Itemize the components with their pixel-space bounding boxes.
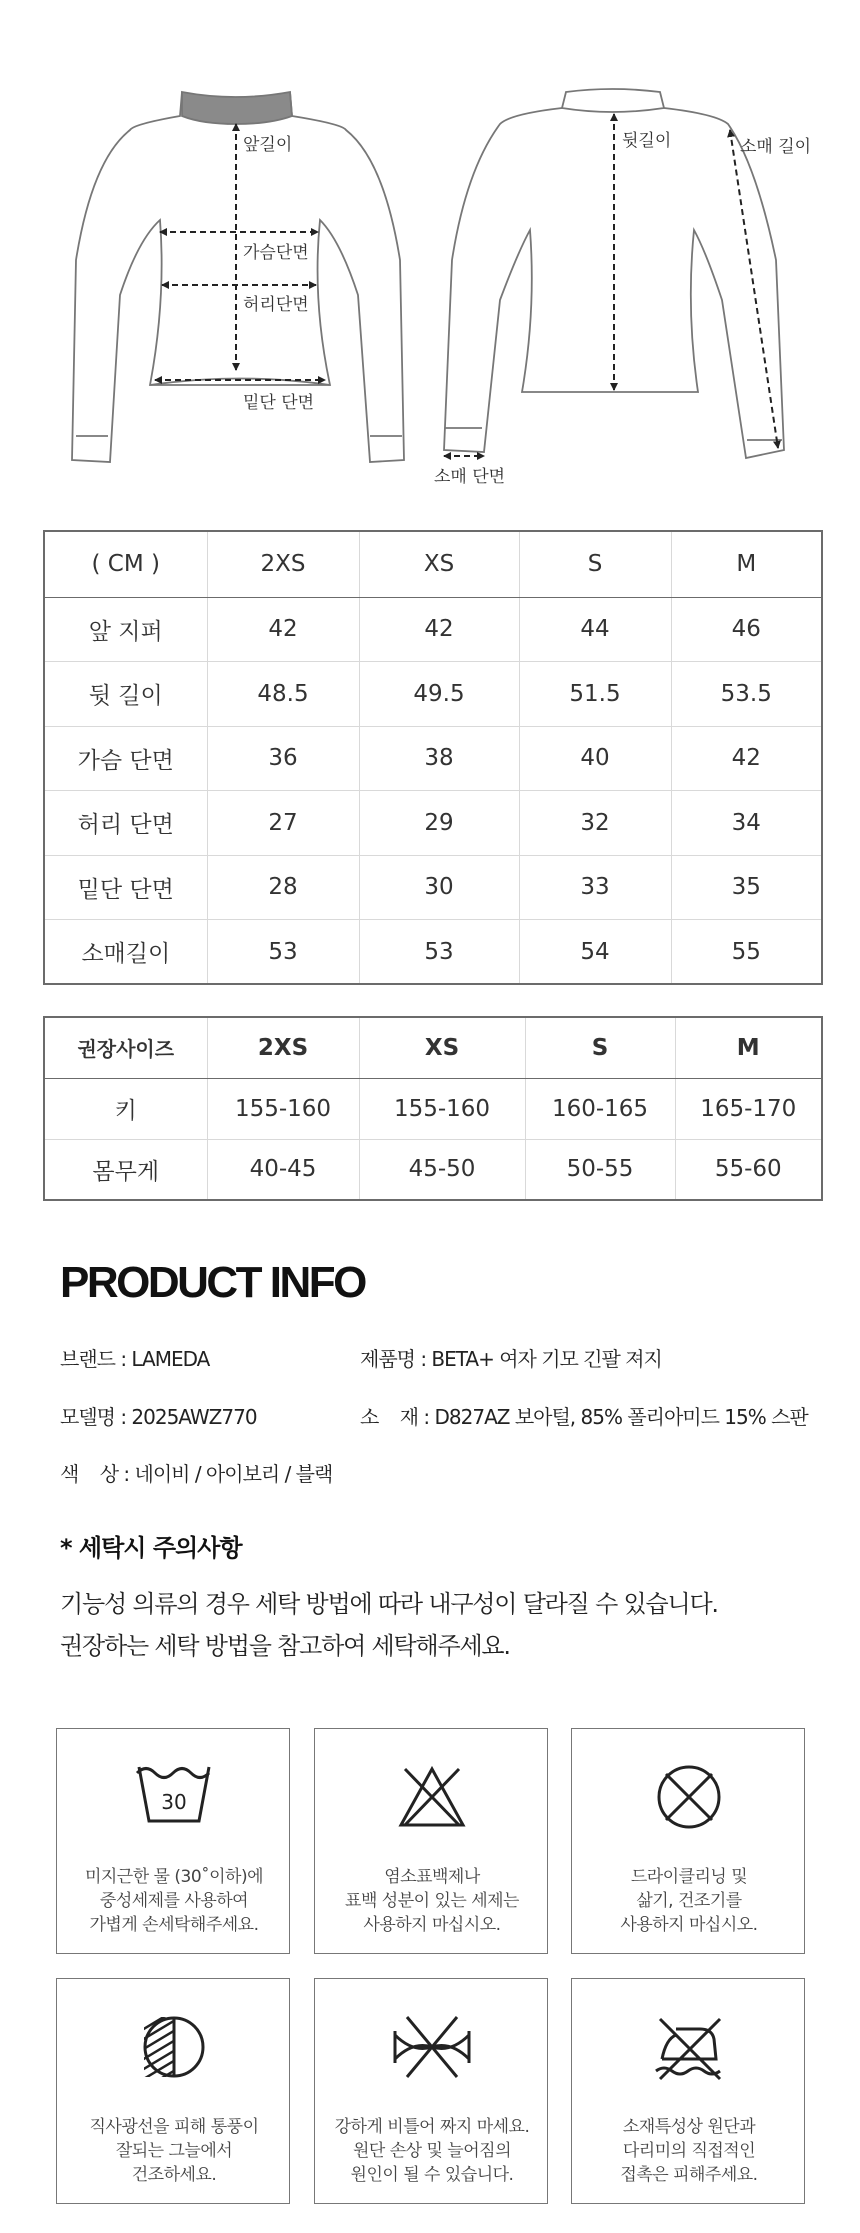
cell: 36 [207,726,359,791]
care-shade-dry [56,1978,290,2204]
cell: 45-50 [359,1139,525,1200]
row-label: 밑단 단면 [44,855,207,920]
care-description-line-2: 권장하는 세탁 방법을 참고하여 세탁해주세요. [60,1632,510,1660]
header-cell: ( CM ) [44,531,207,597]
cell: 28 [207,855,359,920]
cell: 53.5 [671,662,822,727]
table-row [44,1139,822,1200]
cell: 160-165 [525,1078,675,1139]
table-row [44,791,822,856]
material-info: 소 재 : D827AZ 보아털, 85% 폴리아미드 15% 스판 [360,1405,808,1429]
cell: 35 [671,855,822,920]
header-cell: 2XS [207,531,359,597]
cell: 50-55 [525,1139,675,1200]
care-no-direct-iron [571,1978,805,2204]
care-description-line-1: 기능성 의류의 경우 세탁 방법에 따라 내구성이 달라질 수 있습니다. [60,1590,718,1618]
header-cell: M [671,531,822,597]
table-row [44,726,822,791]
cell: 51.5 [519,662,671,727]
cell: 54 [519,920,671,985]
size-table-header [44,531,822,597]
header-cell: XS [359,1017,525,1078]
header-cell: XS [359,531,519,597]
garment-illustration [0,0,860,500]
cell: 42 [671,726,822,791]
table-row [44,1078,822,1139]
care-no-bleach [314,1728,548,1954]
cell: 55 [671,920,822,985]
no-wring-icon [315,1979,549,2109]
cell: 53 [207,920,359,985]
care-text: 염소표백제나 표백 성분이 있는 세제는 사용하지 마십시오. [345,1867,519,1935]
label-chest-width: 가슴단면 [243,243,309,263]
color-info: 색 상 : 네이비 / 아이보리 / 블랙 [60,1462,333,1486]
brand-info: 브랜드 : LAMEDA [60,1347,210,1371]
care-hand-wash [56,1728,290,1954]
cell: 42 [359,597,519,662]
table-row [44,597,822,662]
wash-temperature: 30 [161,1790,187,1814]
label-back-length: 뒷길이 [622,131,672,151]
no-bleach-icon [315,1729,549,1859]
cell: 33 [519,855,671,920]
cell: 32 [519,791,671,856]
measurement-diagram [0,0,860,500]
row-label: 소매길이 [44,920,207,985]
product-name-info: 제품명 : BETA+ 여자 기모 긴팔 져지 [360,1347,662,1371]
cell: 49.5 [359,662,519,727]
row-label: 허리 단면 [44,791,207,856]
table-row [44,662,822,727]
cell: 53 [359,920,519,985]
cell: 55-60 [675,1139,822,1200]
label-cuff-width: 소매 단면 [434,467,506,487]
row-label: 몸무게 [44,1139,207,1200]
label-sleeve-length: 소매 길이 [740,137,812,157]
label-front-length: 앞길이 [243,135,293,155]
no-dry-clean-icon [572,1729,806,1859]
cell: 30 [359,855,519,920]
recommended-size-table [43,1016,823,1201]
header-cell: S [519,531,671,597]
cell: 40-45 [207,1139,359,1200]
care-text: 미지근한 물 (30˚이하)에 중성세제를 사용하여 가볍게 손세탁해주세요. [84,1867,264,1935]
product-info-title: PRODUCT INFO [60,1258,365,1307]
care-no-wring [314,1978,548,2204]
size-table [43,530,823,985]
cell: 34 [671,791,822,856]
model-info: 모델명 : 2025AWZ770 [60,1405,257,1429]
header-cell: M [675,1017,822,1078]
cell: 44 [519,597,671,662]
care-text: 직사광선을 피해 통풍이 잘되는 그늘에서 건조하세요. [89,2117,259,2185]
recommend-table-header [44,1017,822,1078]
cell: 155-160 [207,1078,359,1139]
cell: 48.5 [207,662,359,727]
label-hem-width: 밑단 단면 [243,393,315,413]
cell: 42 [207,597,359,662]
front-garment [72,92,404,462]
care-text: 드라이클리닝 및 삶기, 건조기를 사용하지 마십시오. [620,1867,758,1935]
care-text: 강하게 비틀어 짜지 마세요. 원단 손상 및 늘어짐의 원인이 될 수 있습니다. [334,2117,530,2185]
shade-dry-icon [57,1979,291,2109]
row-label: 가슴 단면 [44,726,207,791]
cell: 165-170 [675,1078,822,1139]
cell: 27 [207,791,359,856]
care-text: 소재특성상 원단과 다리미의 직접적인 접촉은 피해주세요. [620,2117,758,2185]
cell: 38 [359,726,519,791]
care-no-dry-clean [571,1728,805,1954]
cell: 40 [519,726,671,791]
row-label: 앞 지퍼 [44,597,207,662]
header-cell: 권장사이즈 [44,1017,207,1078]
label-waist-width: 허리단면 [243,295,309,315]
care-title: * 세탁시 주의사항 [60,1534,242,1562]
table-row [44,855,822,920]
cell: 155-160 [359,1078,525,1139]
back-measure-lines [444,114,778,456]
row-label: 키 [44,1078,207,1139]
cell: 29 [359,791,519,856]
header-cell: S [525,1017,675,1078]
cell: 46 [671,597,822,662]
header-cell: 2XS [207,1017,359,1078]
hand-wash-30-icon [57,1729,291,1859]
iron-with-cloth-icon [572,1979,806,2109]
row-label: 뒷 길이 [44,662,207,727]
table-row [44,920,822,985]
